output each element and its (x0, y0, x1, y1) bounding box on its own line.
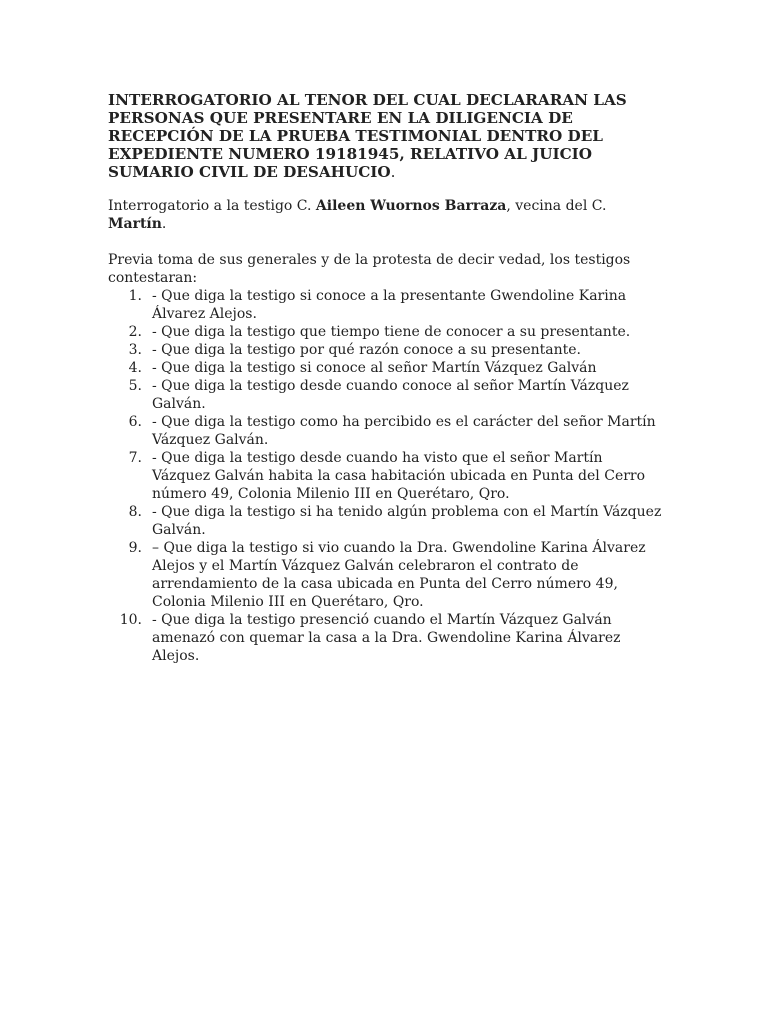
preamble-paragraph: Previa toma de sus generales y de la protesta de decir vedad, los testigos contestaran: (108, 252, 631, 286)
list-item (108, 449, 663, 503)
item-text: - Que diga la testigo desde cuando conoce al señor Martín Vázquez Galván. (152, 378, 629, 412)
item-text: - Que diga la testigo presenció cuando el Martín Vázquez Galván amenazó con quemar la casa a la Dra. Gwendoline Karina Álvarez Alejos. (152, 612, 621, 664)
list-item (108, 539, 663, 611)
document-page (108, 91, 663, 665)
item-number: 8. (128, 504, 142, 520)
item-text: - Que diga la testigo como ha percibido es el carácter del señor Martín Vázquez Galván. (152, 414, 656, 448)
intro-middle: , vecina del C. (506, 198, 607, 214)
item-number: 5. (128, 378, 142, 394)
neighbor-name: Martín (108, 216, 162, 232)
item-text: – Que diga la testigo si vio cuando la Dra. Gwendoline Karina Álvarez Alejos y el Martín Vázquez Galván celebraron el contrato de arrendamiento de la casa ubicada en Punta del Cerro número 49, Colonia Milenio III en Querétaro, Qro. (152, 540, 646, 610)
item-text: - Que diga la testigo que tiempo tiene de conocer a su presentante. (152, 324, 631, 340)
item-text: - Que diga la testigo si conoce al señor Martín Vázquez Galván (152, 360, 597, 376)
witness-name: Aileen Wuornos Barraza (315, 198, 507, 214)
questions-list (108, 287, 663, 665)
item-number: 9. (128, 540, 142, 556)
item-text: - Que diga la testigo si conoce a la presentante Gwendoline Karina Álvarez Alejos. (152, 288, 627, 322)
item-number: 1. (128, 288, 142, 304)
item-number: 2. (128, 324, 142, 340)
list-item (108, 611, 663, 665)
list-item (108, 323, 663, 341)
item-text: - Que diga la testigo si ha tenido algún problema con el Martín Vázquez Galván. (152, 504, 662, 538)
item-number: 10. (119, 612, 142, 628)
intro-prefix: Interrogatorio a la testigo C. (108, 198, 316, 214)
intro-end: . (161, 216, 167, 232)
list-item (108, 341, 663, 359)
list-item (108, 377, 663, 413)
item-number: 7. (128, 450, 142, 466)
intro-paragraph (108, 197, 663, 233)
list-item (108, 287, 663, 323)
document-title (108, 91, 663, 181)
item-number: 6. (128, 414, 142, 430)
item-text: - Que diga la testigo por qué razón conoce a su presentante. (152, 342, 581, 358)
list-item (108, 359, 663, 377)
item-text: - Que diga la testigo desde cuando ha visto que el señor Martín Vázquez Galván habita la casa habitación ubicada en Punta del Cerro número 49, Colonia Milenio III en Querétaro, Qro. (152, 450, 646, 502)
item-number: 4. (128, 360, 142, 376)
list-item (108, 503, 663, 539)
title-text: INTERROGATORIO AL TENOR DEL CUAL DECLARARAN LAS PERSONAS QUE PRESENTARE EN LA DILIGENCIA DE RECEPCIÓN DE LA PRUEBA TESTIMONIAL DENTRO DEL EXPEDIENTE NUMERO 19181945, RELATIVO AL JUICIO SUMARIO CIVIL DE DESAHUCIO (108, 91, 627, 181)
title-period: . (390, 163, 396, 181)
item-number: 3. (128, 342, 142, 358)
list-item (108, 413, 663, 449)
